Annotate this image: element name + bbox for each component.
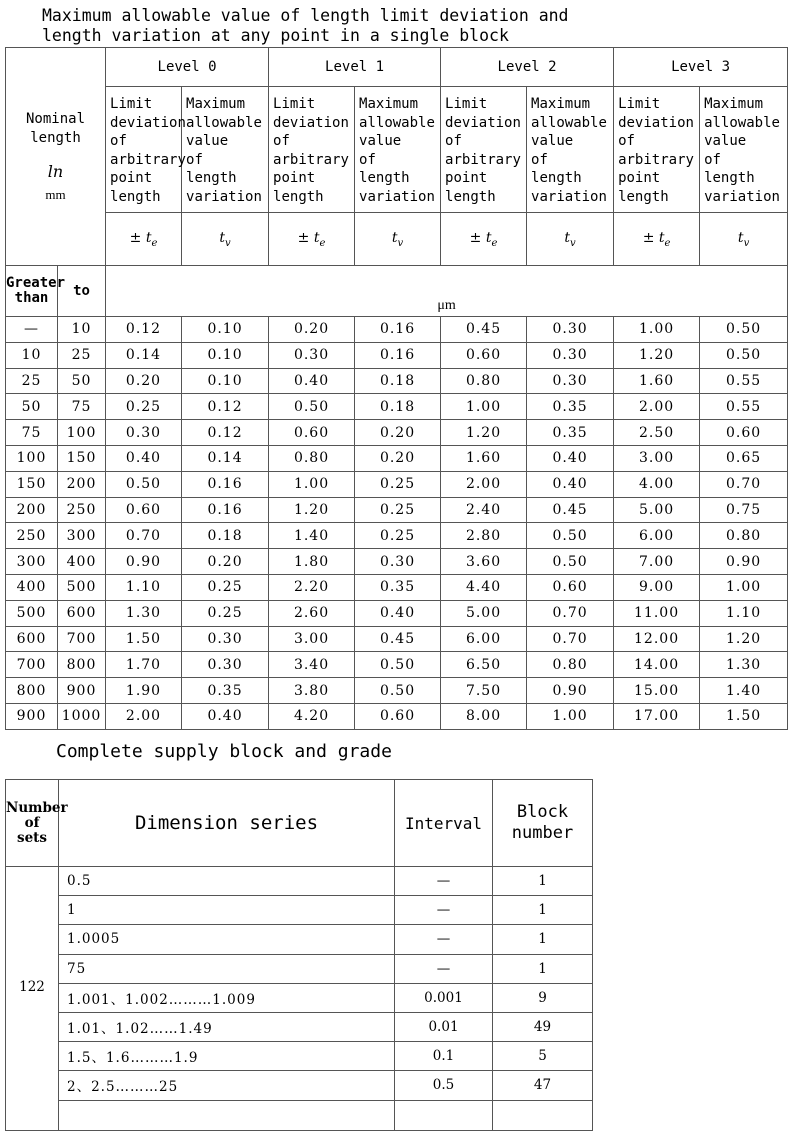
table-cell: 11.00 xyxy=(614,600,700,626)
table-row xyxy=(6,867,593,896)
table-cell: 0.30 xyxy=(182,626,269,652)
table-cell: 150 xyxy=(6,471,58,497)
table-cell: 1.70 xyxy=(106,652,182,678)
table-row xyxy=(6,703,788,729)
level-header: Level 2 xyxy=(441,48,614,87)
table-row xyxy=(6,678,788,704)
table-row xyxy=(6,983,593,1012)
table-cell: 1.0005 xyxy=(59,925,395,954)
table-cell: 0.50 xyxy=(269,394,355,420)
table-cell: 1.20 xyxy=(614,342,700,368)
table-row xyxy=(6,1042,593,1071)
table-cell: 1000 xyxy=(58,703,106,729)
table-cell: 400 xyxy=(6,574,58,600)
table-cell: 75 xyxy=(6,420,58,446)
table-row xyxy=(6,368,788,394)
table-cell: 1.20 xyxy=(441,420,527,446)
table-cell: 0.50 xyxy=(106,471,182,497)
table-cell: 500 xyxy=(58,574,106,600)
symbol-te: ± $t_e$ xyxy=(614,213,700,266)
table-cell: 300 xyxy=(58,523,106,549)
table-cell: 0.35 xyxy=(527,394,614,420)
limit-deviation-header: Limit deviation of arbitrary point length xyxy=(269,87,355,213)
table-cell: 5.00 xyxy=(441,600,527,626)
table-cell: 1.10 xyxy=(106,574,182,600)
symbol-tv: $t_v$ xyxy=(355,213,441,266)
table-cell: 0.70 xyxy=(700,471,788,497)
table-cell: 0.50 xyxy=(700,317,788,343)
table-cell: 0.45 xyxy=(441,317,527,343)
table-cell: 1.30 xyxy=(106,600,182,626)
table-cell xyxy=(493,1100,593,1130)
table-cell: 0.25 xyxy=(106,394,182,420)
deviation-table xyxy=(5,47,788,730)
table-row xyxy=(6,574,788,600)
table-cell: 0.90 xyxy=(527,678,614,704)
table-cell: 4.40 xyxy=(441,574,527,600)
table-cell: 0.60 xyxy=(700,420,788,446)
table-cell: 0.40 xyxy=(106,445,182,471)
table-cell: 0.35 xyxy=(182,678,269,704)
table-cell: 3.40 xyxy=(269,652,355,678)
table-cell: 0.60 xyxy=(441,342,527,368)
table-cell: 0.30 xyxy=(527,368,614,394)
table-cell: 0.20 xyxy=(106,368,182,394)
table-cell: 1.00 xyxy=(269,471,355,497)
table-cell: 1.01、1.02……1.49 xyxy=(59,1012,395,1041)
table-cell: 0.20 xyxy=(355,420,441,446)
table-cell: 50 xyxy=(58,368,106,394)
limit-deviation-header: Limit deviation of arbitrary point length xyxy=(106,87,182,213)
table-cell: 0.5 xyxy=(59,867,395,896)
table-cell: 15.00 xyxy=(614,678,700,704)
table-cell: 1 xyxy=(493,954,593,983)
table-cell: 2.20 xyxy=(269,574,355,600)
table-row xyxy=(6,600,788,626)
nominal-length-unit: mm xyxy=(45,186,66,202)
dimension-series-header: Dimension series xyxy=(59,780,395,867)
table-cell: 47 xyxy=(493,1071,593,1100)
nominal-length-header xyxy=(6,48,106,266)
table-cell: 2.40 xyxy=(441,497,527,523)
table-cell: 0.50 xyxy=(527,523,614,549)
table-cell: 0.60 xyxy=(269,420,355,446)
table-cell: 0.90 xyxy=(700,549,788,575)
table-cell: 0.20 xyxy=(355,445,441,471)
table-cell: 1.001、1.002………1.009 xyxy=(59,983,395,1012)
table-cell: 0.80 xyxy=(269,445,355,471)
block-number-header: Block number xyxy=(493,780,593,867)
table-cell: 0.45 xyxy=(355,626,441,652)
number-of-sets-cell: 122 xyxy=(6,867,59,1131)
table-cell: 800 xyxy=(58,652,106,678)
table-cell: 9 xyxy=(493,983,593,1012)
table-cell: 0.40 xyxy=(182,703,269,729)
table-cell: 1 xyxy=(493,867,593,896)
table-cell: 0.16 xyxy=(355,317,441,343)
table-cell: 0.18 xyxy=(355,368,441,394)
table-row xyxy=(6,317,788,343)
table-cell: 0.80 xyxy=(441,368,527,394)
table-cell: 1.40 xyxy=(700,678,788,704)
table-cell: 0.40 xyxy=(527,445,614,471)
table-cell: 0.10 xyxy=(182,317,269,343)
table-cell: 1.60 xyxy=(614,368,700,394)
table-cell: 0.35 xyxy=(527,420,614,446)
table-cell: 0.20 xyxy=(269,317,355,343)
table-cell: 10 xyxy=(58,317,106,343)
symbol-te: ± $t_e$ xyxy=(269,213,355,266)
table-cell: 0.40 xyxy=(355,600,441,626)
table-cell: — xyxy=(395,867,493,896)
table-cell: 0.30 xyxy=(527,317,614,343)
table-cell: 0.80 xyxy=(527,652,614,678)
table-cell: 100 xyxy=(6,445,58,471)
table-cell: 400 xyxy=(58,549,106,575)
table-cell: 25 xyxy=(6,368,58,394)
table-row xyxy=(6,652,788,678)
table-row xyxy=(6,549,788,575)
table-cell: 2、2.5………25 xyxy=(59,1071,395,1100)
table-row xyxy=(6,342,788,368)
table-cell: 0.16 xyxy=(355,342,441,368)
table-cell: 3.00 xyxy=(269,626,355,652)
max-variation-header: Maximum allowable value of length variation xyxy=(527,87,614,213)
table-cell: 6.50 xyxy=(441,652,527,678)
symbol-te: ± $t_e$ xyxy=(106,213,182,266)
table-cell: 0.5 xyxy=(395,1071,493,1100)
table-cell: 1.20 xyxy=(700,626,788,652)
table-cell: 700 xyxy=(6,652,58,678)
table-cell: — xyxy=(395,896,493,925)
table-cell: 2.00 xyxy=(614,394,700,420)
table-cell: 0.55 xyxy=(700,394,788,420)
symbol-tv: $t_v$ xyxy=(182,213,269,266)
max-variation-header: Maximum allowable value of length variation xyxy=(700,87,788,213)
table-cell: 0.55 xyxy=(700,368,788,394)
table-cell: 0.80 xyxy=(700,523,788,549)
table-cell: 1.90 xyxy=(106,678,182,704)
table-cell: 0.70 xyxy=(527,626,614,652)
table-row xyxy=(6,1100,593,1130)
table-cell: 3.80 xyxy=(269,678,355,704)
table-cell: 1 xyxy=(59,896,395,925)
table-cell: 1.60 xyxy=(441,445,527,471)
symbol-tv: $t_v$ xyxy=(700,213,788,266)
table-cell: 0.25 xyxy=(355,471,441,497)
table-cell: 6.00 xyxy=(441,626,527,652)
supply-table xyxy=(5,779,593,1131)
table-cell: 0.30 xyxy=(269,342,355,368)
table-cell: 75 xyxy=(59,954,395,983)
table-cell: — xyxy=(395,925,493,954)
level-header: Level 3 xyxy=(614,48,788,87)
level-header: Level 0 xyxy=(106,48,269,87)
table-cell: 17.00 xyxy=(614,703,700,729)
table-cell: 8.00 xyxy=(441,703,527,729)
limit-deviation-header: Limit deviation of arbitrary point length xyxy=(441,87,527,213)
table-cell: 300 xyxy=(6,549,58,575)
table-cell: 1.10 xyxy=(700,600,788,626)
table-cell: 2.50 xyxy=(614,420,700,446)
table-cell: 200 xyxy=(58,471,106,497)
table-cell: 0.25 xyxy=(182,574,269,600)
table-cell: 0.65 xyxy=(700,445,788,471)
table-cell: 0.90 xyxy=(106,549,182,575)
supply-title: Complete supply block and grade xyxy=(56,741,392,762)
table-cell: 0.30 xyxy=(355,549,441,575)
table-cell: 0.001 xyxy=(395,983,493,1012)
table-title: Maximum allowable value of length limit deviation and length variation at any point in a single block xyxy=(42,6,569,45)
table-row xyxy=(6,925,593,954)
table-row xyxy=(6,394,788,420)
table-cell: 75 xyxy=(58,394,106,420)
table-cell: 1.00 xyxy=(700,574,788,600)
table-row xyxy=(6,954,593,983)
table-cell: 0.45 xyxy=(527,497,614,523)
table-row xyxy=(6,1012,593,1041)
table-cell: 800 xyxy=(6,678,58,704)
table-cell: — xyxy=(395,954,493,983)
table-cell: 500 xyxy=(6,600,58,626)
table-cell: 0.16 xyxy=(182,497,269,523)
table-cell: 700 xyxy=(58,626,106,652)
table-row xyxy=(6,497,788,523)
table-cell: 150 xyxy=(58,445,106,471)
table-cell: 0.10 xyxy=(182,342,269,368)
table-cell: 1 xyxy=(493,896,593,925)
table-cell: 7.50 xyxy=(441,678,527,704)
table-row xyxy=(6,1071,593,1100)
table-cell: 4.00 xyxy=(614,471,700,497)
table-cell: 0.50 xyxy=(355,652,441,678)
table-row xyxy=(6,420,788,446)
to-header: to xyxy=(58,266,106,317)
table-cell: 1 xyxy=(493,925,593,954)
table-row xyxy=(6,626,788,652)
table-cell: 0.25 xyxy=(355,523,441,549)
table-cell: 0.30 xyxy=(527,342,614,368)
table-cell: 25 xyxy=(58,342,106,368)
table-cell: 0.25 xyxy=(182,600,269,626)
table-cell: 200 xyxy=(6,497,58,523)
number-of-sets-header: Number of sets xyxy=(6,780,59,867)
table-cell: 0.60 xyxy=(527,574,614,600)
table-cell: 4.20 xyxy=(269,703,355,729)
table-cell: 0.40 xyxy=(269,368,355,394)
nominal-length-symbol: ln xyxy=(47,161,64,181)
table-cell xyxy=(59,1100,395,1130)
table-cell: 0.50 xyxy=(527,549,614,575)
table-cell xyxy=(395,1100,493,1130)
table-cell: 0.70 xyxy=(106,523,182,549)
table-cell: 7.00 xyxy=(614,549,700,575)
nominal-length-label: Nominal length xyxy=(26,110,86,146)
table-cell: 0.50 xyxy=(355,678,441,704)
table-cell: 1.50 xyxy=(700,703,788,729)
table-cell: 1.00 xyxy=(441,394,527,420)
table-cell: 1.00 xyxy=(614,317,700,343)
table-cell: 0.60 xyxy=(355,703,441,729)
table-cell: 0.40 xyxy=(527,471,614,497)
symbol-te: ± $t_e$ xyxy=(441,213,527,266)
table-cell: 3.00 xyxy=(614,445,700,471)
table-cell: 0.18 xyxy=(355,394,441,420)
table-cell: 0.70 xyxy=(527,600,614,626)
table-cell: 1.20 xyxy=(269,497,355,523)
table-cell: 0.16 xyxy=(182,471,269,497)
interval-header: Interval xyxy=(395,780,493,867)
table-cell: 900 xyxy=(6,703,58,729)
table-cell: 49 xyxy=(493,1012,593,1041)
table-cell: 250 xyxy=(58,497,106,523)
table-cell: 5 xyxy=(493,1042,593,1071)
table-cell: 2.00 xyxy=(441,471,527,497)
table-cell: 14.00 xyxy=(614,652,700,678)
greater-than-header: Greater than xyxy=(6,266,58,317)
table-cell: 1.30 xyxy=(700,652,788,678)
table-cell: 1.50 xyxy=(106,626,182,652)
table-cell: 0.30 xyxy=(182,652,269,678)
table-cell: 9.00 xyxy=(614,574,700,600)
table-cell: 5.00 xyxy=(614,497,700,523)
table-cell: 600 xyxy=(58,600,106,626)
table-cell: 50 xyxy=(6,394,58,420)
table-cell: — xyxy=(6,317,58,343)
table-cell: 0.75 xyxy=(700,497,788,523)
table-row xyxy=(6,523,788,549)
table-cell: 2.60 xyxy=(269,600,355,626)
max-variation-header: Maximum allowable value of length variation xyxy=(355,87,441,213)
table-cell: 0.18 xyxy=(182,523,269,549)
table-cell: 3.60 xyxy=(441,549,527,575)
table-cell: 250 xyxy=(6,523,58,549)
table-cell: 0.10 xyxy=(182,368,269,394)
table-cell: 10 xyxy=(6,342,58,368)
symbol-tv: $t_v$ xyxy=(527,213,614,266)
table-row xyxy=(6,896,593,925)
table-cell: 12.00 xyxy=(614,626,700,652)
max-variation-header: Maximum allowable value of length variation xyxy=(182,87,269,213)
table-cell: 0.1 xyxy=(395,1042,493,1071)
table-cell: 600 xyxy=(6,626,58,652)
table-cell: 1.40 xyxy=(269,523,355,549)
table-cell: 2.00 xyxy=(106,703,182,729)
table-cell: 1.80 xyxy=(269,549,355,575)
table-row xyxy=(6,471,788,497)
table-cell: 0.12 xyxy=(106,317,182,343)
table-cell: 0.14 xyxy=(106,342,182,368)
table-cell: 0.50 xyxy=(700,342,788,368)
table-cell: 0.30 xyxy=(106,420,182,446)
table-cell: 0.35 xyxy=(355,574,441,600)
table-cell: 2.80 xyxy=(441,523,527,549)
table-cell: 900 xyxy=(58,678,106,704)
table-cell: 0.12 xyxy=(182,420,269,446)
limit-deviation-header: Limit deviation of arbitrary point length xyxy=(614,87,700,213)
unit-label: μm xyxy=(106,266,788,317)
level-header: Level 1 xyxy=(269,48,441,87)
table-cell: 0.12 xyxy=(182,394,269,420)
table-cell: 0.60 xyxy=(106,497,182,523)
table-cell: 1.5、1.6………1.9 xyxy=(59,1042,395,1071)
table-cell: 0.20 xyxy=(182,549,269,575)
table-cell: 0.25 xyxy=(355,497,441,523)
table-cell: 6.00 xyxy=(614,523,700,549)
table-cell: 0.14 xyxy=(182,445,269,471)
table-row xyxy=(6,445,788,471)
table-cell: 100 xyxy=(58,420,106,446)
table-cell: 1.00 xyxy=(527,703,614,729)
table-cell: 0.01 xyxy=(395,1012,493,1041)
